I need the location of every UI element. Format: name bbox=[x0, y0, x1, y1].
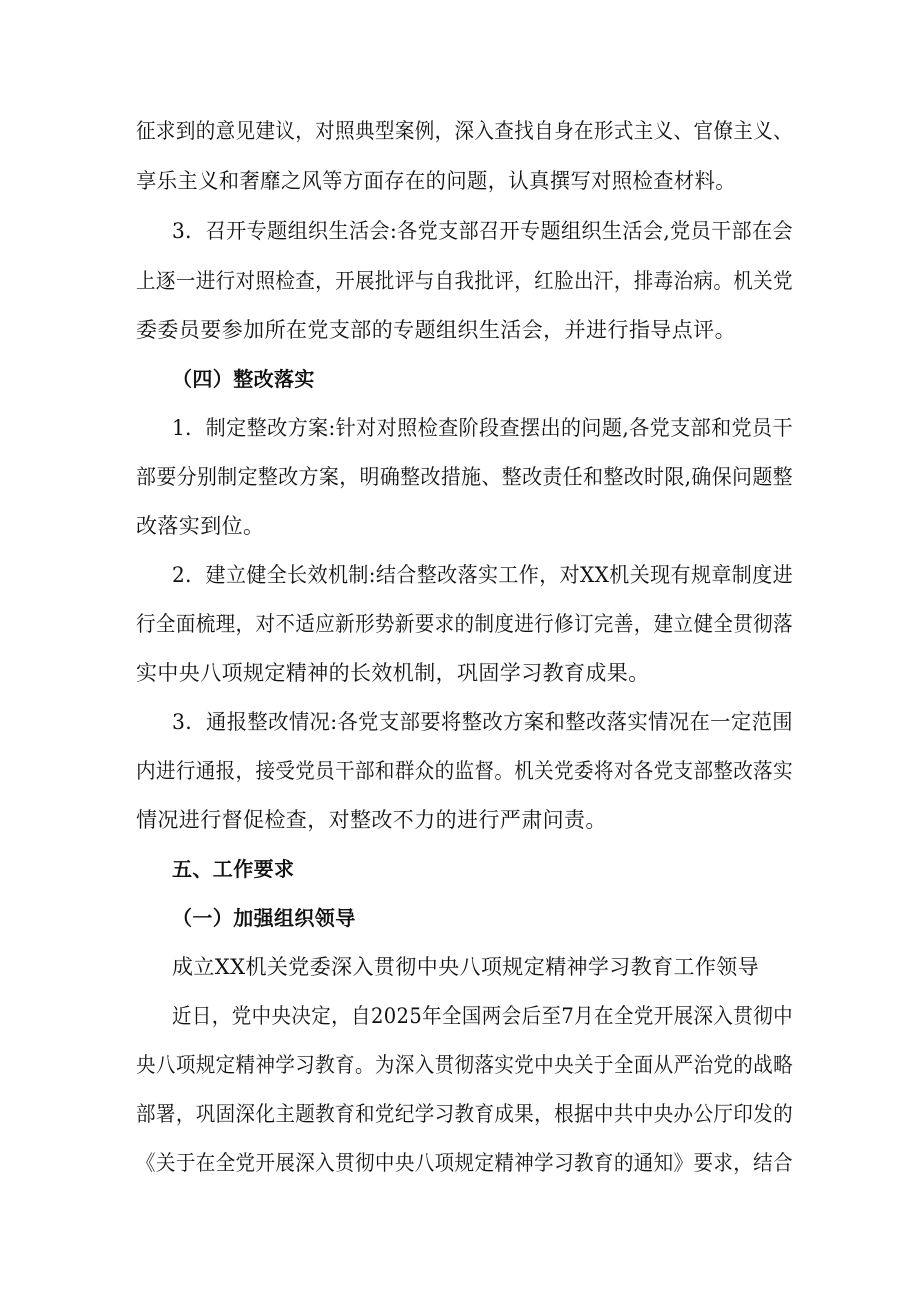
body-text-line: 3．通报整改情况:各党支部要将整改方案和整改落实情况在一定范围 bbox=[172, 710, 793, 734]
body-text-line: 部要分别制定整改方案，明确整改措施、整改责任和整改时限,确保问题整 bbox=[136, 465, 793, 489]
body-text-line: 内进行通报，接受党员干部和群众的监督。机关党委将对各党支部整改落实 bbox=[136, 759, 793, 783]
body-text-line: 3．召开专题组织生活会:各党支部召开专题组织生活会,党员干部在会 bbox=[172, 219, 793, 243]
body-text-line: 实中央八项规定精神的长效机制，巩固学习教育成果。 bbox=[136, 661, 650, 685]
body-text-line: 改落实到位。 bbox=[136, 514, 265, 538]
body-text-line: 行全面梳理，对不适应新形势新要求的制度进行修订完善，建立健全贯彻落 bbox=[136, 612, 793, 636]
body-text-line: 部署，巩固深化主题教育和党纪学习教育成果，根据中共中央办公厅印发的 bbox=[136, 1102, 793, 1126]
section-heading: （四）整改落实 bbox=[172, 367, 315, 391]
body-text-line: 上逐一进行对照检查，开展批评与自我批评，红脸出汗，排毒治病。机关党 bbox=[136, 269, 793, 293]
body-text-line: 征求到的意见建议，对照典型案例，深入查找自身在形式主义、官僚主义、 bbox=[136, 119, 793, 143]
body-text-line: 情况进行督促检查，对整改不力的进行严肃问责。 bbox=[136, 808, 607, 832]
body-text-line: 享乐主义和奢靡之风等方面存在的问题，认真撰写对照检查材料。 bbox=[136, 169, 736, 193]
body-text-line: 《关于在全党开展深入贯彻中央八项规定精神学习教育的通知》要求，结合 bbox=[136, 1151, 793, 1175]
body-text-line: 央八项规定精神学习教育。为深入贯彻落实党中央关于全面从严治党的战略 bbox=[136, 1053, 793, 1077]
body-text-line: 委委员要参加所在党支部的专题组织生活会，并进行指导点评。 bbox=[136, 318, 736, 342]
body-text-line: 2．建立健全长效机制:结合整改落实工作，对XX机关现有规章制度进 bbox=[172, 563, 793, 587]
body-text-line: 成立XX机关党委深入贯彻中央八项规定精神学习教育工作领导 bbox=[172, 955, 760, 979]
body-text-line: 近日，党中央决定，自2025年全国两会后至7月在全党开展深入贯彻中 bbox=[172, 1004, 793, 1028]
subsection-heading: （一）加强组织领导 bbox=[172, 906, 356, 930]
body-text-line: 1．制定整改方案:针对对照检查阶段查摆出的问题,各党支部和党员干 bbox=[172, 416, 793, 440]
section-heading: 五、工作要求 bbox=[172, 857, 295, 881]
